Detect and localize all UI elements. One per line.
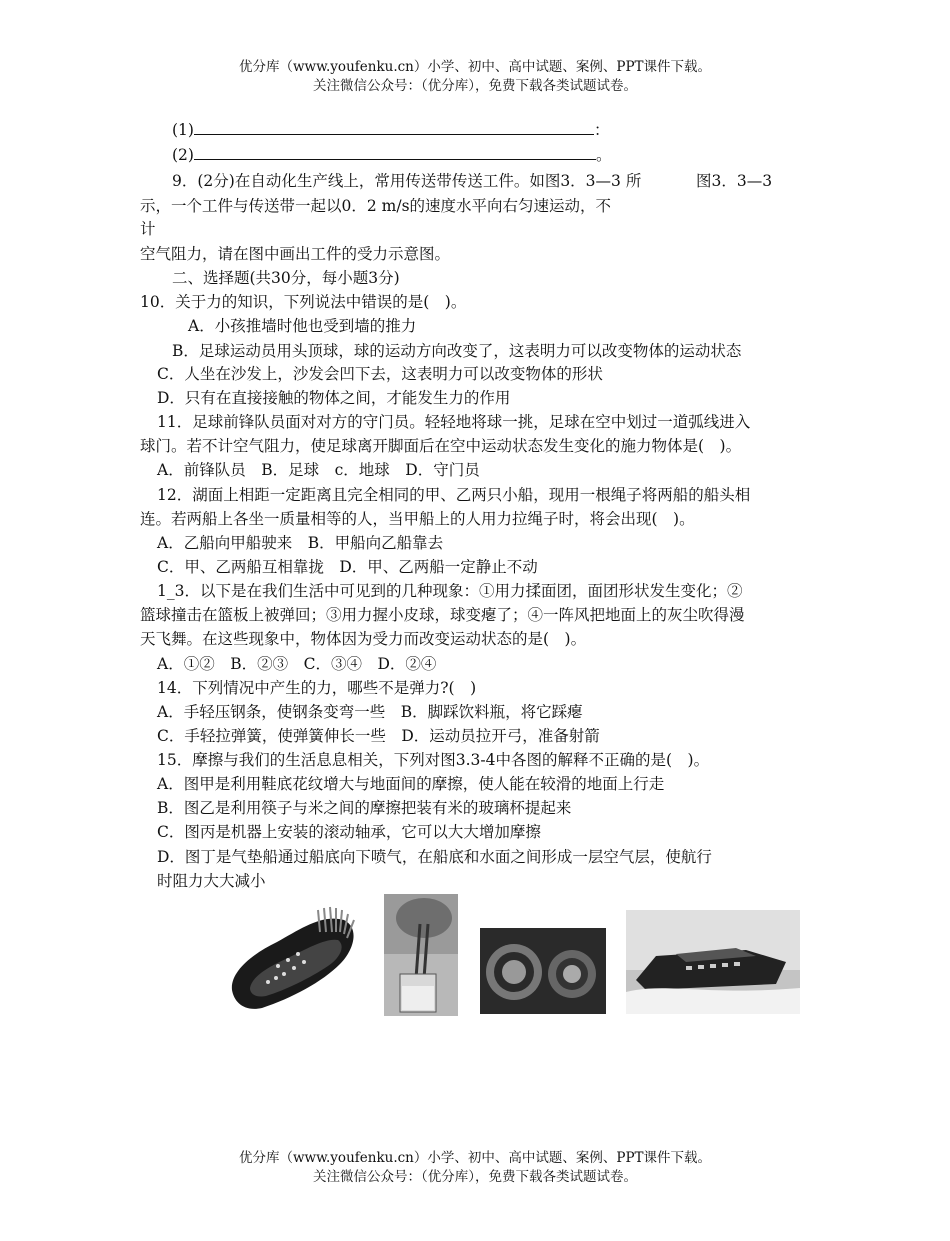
q9-line1: 9．(2分)在自动化生产线上，常用传送带传送工件。如图3．3—3 所 bbox=[172, 172, 642, 190]
blank-line-2 bbox=[172, 143, 611, 166]
q14-options-cd: C．手轻拉弹簧，使弹簧伸长一些 D．运动员拉开弓，准备射箭 bbox=[157, 727, 600, 745]
page-footer-line2: 关注微信公众号：（优分库），免费下载各类试题试卷。 bbox=[313, 1169, 637, 1185]
page-footer-line1: 优分库（www.youfenku.cn）小学、初中、高中试题、案例、PPT课件下载。 bbox=[238, 1150, 712, 1166]
q13-line2: 篮球撞击在篮板上被弹回；③用力握小皮球，球变瘪了；④一阵风把地面上的灰尘吹得漫 bbox=[140, 606, 745, 624]
shoe-sole-image bbox=[222, 902, 362, 1012]
q13-line3: 天飞舞。在这些现象中，物体因为受力而改变运动状态的是( )。 bbox=[140, 630, 587, 648]
q11-line1: 11．足球前锋队员面对对方的守门员。轻轻地将球一挑，足球在空中划过一道弧线进入 bbox=[157, 413, 751, 431]
page-header-line1: 优分库（www.youfenku.cn）小学、初中、高中试题、案例、PPT课件下载。 bbox=[238, 59, 712, 75]
blank-2-underline bbox=[194, 143, 596, 160]
blank-1-label: (1) bbox=[172, 121, 194, 139]
q10-option-c: C．人坐在沙发上，沙发会凹下去，这表明力可以改变物体的形状 bbox=[157, 365, 603, 383]
blank-1-underline bbox=[194, 118, 594, 135]
q11-options: A．前锋队员 B．足球 c．地球 D．守门员 bbox=[157, 461, 480, 479]
q13-options: A．①② B．②③ C．③④ D．②④ bbox=[157, 655, 437, 673]
hovercraft-image bbox=[626, 910, 800, 1014]
q9-line4: 空气阻力，请在图中画出工件的受力示意图。 bbox=[140, 245, 451, 263]
rolling-bearing-image bbox=[480, 928, 606, 1014]
blank-2-label: (2) bbox=[172, 146, 194, 164]
q15-option-d-line1: D．图丁是气垫船通过船底向下喷气，在船底和水面之间形成一层空气层，使航行 bbox=[157, 848, 712, 866]
blank-2-end: 。 bbox=[595, 146, 612, 164]
q10-option-d: D．只有在直接接触的物体之间，才能发生力的作用 bbox=[157, 389, 511, 407]
q12-line1: 12．湖面上相距一定距离且完全相同的甲、乙两只小船，现用一根绳子将两船的船头相 bbox=[157, 486, 751, 504]
q10-option-b: B．足球运动员用头顶球，球的运动方向改变了，这表明力可以改变物体的运动状态 bbox=[172, 342, 742, 360]
q9-line2: 示，一个工件与传送带一起以0．2 m/s的速度水平向右匀速运动，不 bbox=[140, 197, 612, 215]
blank-1-end: ： bbox=[593, 121, 610, 139]
chopsticks-rice-glass-image bbox=[384, 894, 458, 1016]
q15-option-d-line2: 时阻力大大减小 bbox=[157, 872, 266, 890]
q12-options-ab: A．乙船向甲船驶来 B．甲船向乙船靠去 bbox=[157, 534, 444, 552]
q9-line3: 计 bbox=[140, 220, 156, 238]
q9-figure-label: 图3．3—3 bbox=[696, 172, 773, 190]
q13-line1: 1_3．以下是在我们生活中可见到的几种现象：①用力揉面团，面团形状发生变化；② bbox=[157, 582, 743, 600]
blank-line-1 bbox=[172, 118, 609, 141]
q15-option-b: B．图乙是利用筷子与米之间的摩擦把装有米的玻璃杯提起来 bbox=[157, 799, 572, 817]
q14-options-ab: A．手轻压钢条，使钢条变弯一些 B．脚踩饮料瓶，将它踩瘪 bbox=[157, 703, 583, 721]
q12-options-cd: C．甲、乙两船互相靠拢 D．甲、乙两船一定静止不动 bbox=[157, 558, 538, 576]
q15-option-a: A．图甲是利用鞋底花纹增大与地面间的摩擦，使人能在较滑的地面上行走 bbox=[157, 775, 665, 793]
q14-stem: 14．下列情况中产生的力，哪些不是弹力?( ) bbox=[157, 679, 477, 697]
q10-option-a: A．小孩推墙时他也受到墙的推力 bbox=[188, 317, 417, 335]
q12-line2: 连。若两船上各坐一质量相等的人，当甲船上的人用力拉绳子时，将会出现( )。 bbox=[140, 510, 695, 528]
q10-stem: 10．关于力的知识，下列说法中错误的是( )。 bbox=[140, 293, 467, 311]
page-header-line2: 关注微信公众号：（优分库），免费下载各类试题试卷。 bbox=[313, 78, 637, 94]
section-2-title: 二、选择题(共30分，每小题3分) bbox=[172, 269, 400, 287]
q15-option-c: C．图丙是机器上安装的滚动轴承，它可以大大增加摩擦 bbox=[157, 823, 541, 841]
q11-line2: 球门。若不计空气阻力，使足球离开脚面后在空中运动状态发生变化的施力物体是( )。 bbox=[140, 437, 742, 455]
q15-stem: 15．摩擦与我们的生活息息相关，下列对图3.3-4中各图的解释不正确的是( )。 bbox=[157, 751, 710, 769]
